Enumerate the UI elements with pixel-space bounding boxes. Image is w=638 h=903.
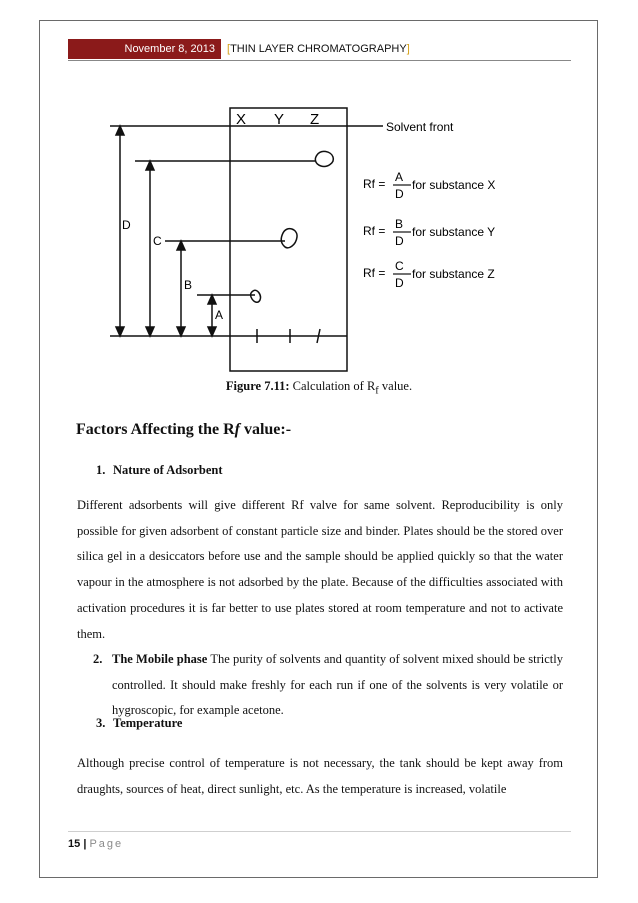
figure-caption-sub: f (375, 385, 379, 397)
rf-formula-y (363, 217, 495, 248)
solvent-front-label: Solvent front (386, 120, 454, 134)
tlc-plate (230, 108, 347, 371)
svg-text:D: D (395, 187, 404, 201)
lane-x-label: X (236, 111, 247, 128)
item-1-heading: 1. Nature of Adsorbent (96, 463, 223, 477)
svg-text:Rf =: Rf = (363, 177, 386, 191)
figure-caption-end: value. (378, 379, 413, 393)
distance-c-label: C (153, 234, 162, 248)
svg-text:A: A (395, 170, 404, 184)
item-2-mobile-phase: 2. The Mobile phase The purity of solvents and quantity of solvent mixed should be strictly controlled. It should make freshly for each run if one of the solvents is very volatile or hygroscopic, for example acetone. (93, 652, 563, 718)
header-date: November 8, 2013 (68, 39, 221, 59)
section-heading: Factors Affecting the Rf value:- (76, 421, 292, 438)
header-rule (68, 60, 571, 61)
svg-text:Rf =: Rf = (363, 266, 386, 280)
svg-text:D: D (395, 234, 404, 248)
figure-caption (0, 379, 638, 397)
lane-y-label: Y (274, 111, 285, 128)
header-title-text: THIN LAYER CHROMATOGRAPHY (230, 43, 407, 55)
svg-text:D: D (395, 276, 404, 290)
page-label: Page (89, 838, 124, 850)
figure-caption-label: Figure 7.11: (225, 379, 290, 393)
footer-rule (68, 831, 571, 832)
spot-x (251, 290, 261, 302)
page-footer: 15 | Page (68, 838, 124, 850)
rf-formula-z (363, 259, 495, 290)
spot-z (315, 151, 333, 166)
svg-text:C: C (395, 259, 404, 273)
spot-y (281, 229, 297, 248)
page-number: 15 (68, 838, 81, 850)
paragraph-temperature: Although precise control of temperature is not necessary, the tank should be kept away from draughts, sources of heat, direct sunlight, etc. As the temperature is increased, volatile (77, 756, 563, 796)
header-title: [THIN LAYER CHROMATOGRAPHY] (227, 43, 410, 55)
svg-text:B: B (395, 217, 404, 231)
paragraph-adsorbent: Different adsorbents will give different Rf valve for same solvent. Reproducibility is only possible for given adsorbent of constant particle size and binder. Plates should be the stored over silica gel in a desiccators before use and the sample should be applied quickly so that the water vapour in the atmosphere is not adsorbed by the plate. Because of the difficulties associated with activation procedures it is far better to use plates stored at room temperature and not to activate them. (77, 498, 563, 641)
svg-text:for substance Y: for substance Y (412, 225, 496, 239)
item-3-heading: 3. Temperature (96, 716, 183, 730)
rf-formula-x (363, 170, 495, 201)
svg-text:for substance Z: for substance Z (412, 267, 495, 281)
tlc-diagram (95, 105, 535, 375)
lane-z-label: Z (310, 111, 320, 128)
distance-b-label: B (184, 278, 193, 292)
figure-caption-text: Calculation of R (292, 379, 376, 393)
svg-text:for substance X: for substance X (412, 178, 496, 192)
distance-a-label: A (215, 308, 224, 322)
distance-d-label: D (122, 218, 131, 232)
svg-text:Rf =: Rf = (363, 224, 386, 238)
